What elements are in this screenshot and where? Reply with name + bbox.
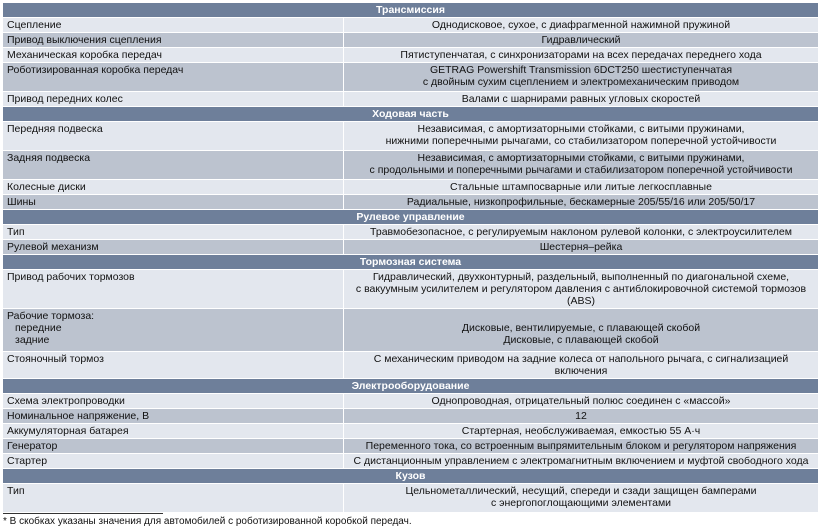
row-label: Стартер	[3, 454, 344, 468]
row-value-line: с энергопоглощающими элементами	[490, 497, 672, 509]
row-value	[344, 63, 818, 91]
table-row	[3, 48, 818, 63]
table-row	[3, 225, 818, 240]
row-value: С механическим приводом на задние колеса от напольного рычага, с сигнализацией включения	[373, 353, 789, 377]
row-label: Привод рабочих тормозов	[3, 270, 344, 308]
section-header-steering: Рулевое управление	[3, 210, 818, 225]
row-value-line: Независимая, с амортизаторными стойками, с витыми пружинами,	[417, 152, 745, 164]
row-value: Травмобезопасное, с регулируемым наклоном рулевой колонки, с электроусилителем	[370, 226, 792, 238]
section-header-electrical: Электрооборудование	[3, 379, 818, 394]
row-value-line: Дисковые, с плавающей скобой	[503, 334, 659, 346]
row-value	[344, 484, 818, 512]
row-sublabel: задние	[15, 334, 50, 346]
spec-table	[3, 3, 818, 513]
row-label	[3, 309, 344, 351]
table-row	[3, 195, 818, 210]
footnote	[3, 516, 412, 527]
row-value: Пятиступенчатая, с синхронизаторами на всех передачах переднего хода	[400, 49, 762, 61]
row-value-line: с двойным сухим сцеплением и электромеханическим приводом	[422, 76, 740, 88]
row-value-line: Независимая, с амортизаторными стойками, с витыми пружинами,	[417, 123, 745, 135]
section-header-transmission: Трансмиссия	[3, 3, 818, 18]
row-value: Шестерня–рейка	[539, 241, 623, 253]
row-value-line: Цельнометаллический, несущий, спереди и сзади защищен бамперами	[405, 485, 757, 497]
row-value: 12	[575, 410, 587, 422]
table-row	[3, 240, 818, 255]
row-label: Номинальное напряжение, В	[3, 409, 344, 423]
table-row	[3, 352, 818, 379]
footnote-rule	[3, 513, 163, 514]
table-row	[3, 270, 818, 309]
row-sublabel: передние	[15, 322, 62, 334]
row-value: Стартерная, необслуживаемая, емкостью 55 А·ч	[461, 425, 701, 437]
table-row	[3, 151, 818, 180]
table-row	[3, 18, 818, 33]
row-value-line: нижними поперечными рычагами, со стабилизатором поперечной устойчивости	[385, 135, 777, 147]
row-value-line: с вакуумным усилителем и регулятором давления с антиблокировочной системой тормозов (ABS)	[355, 283, 807, 307]
row-value: Стальные штампосварные или литые легкосплавные	[450, 181, 712, 193]
row-label: Колесные диски	[3, 180, 344, 194]
row-value	[344, 309, 818, 351]
table-row	[3, 33, 818, 48]
row-value: Гидравлический	[541, 34, 621, 46]
table-row	[3, 63, 818, 92]
row-label: Тип	[3, 225, 344, 239]
row-value: С дистанционным управлением с электромагнитным включением и муфтой свободного хода	[353, 455, 809, 467]
table-row	[3, 122, 818, 151]
row-value: Однодисковое, сухое, с диафрагменной нажимной пружиной	[431, 19, 731, 31]
row-value: Переменного тока, со встроенным выпрямительным блоком и регулятором напряжения	[365, 440, 797, 452]
row-label: Аккумуляторная батарея	[3, 424, 344, 438]
row-label: Тип	[3, 484, 344, 512]
row-value: Радиальные, низкопрофильные, бескамерные 205/55/16 или 205/50/17	[406, 196, 756, 208]
table-row	[3, 180, 818, 195]
table-row	[3, 439, 818, 454]
row-value	[344, 122, 818, 150]
section-header-chassis: Ходовая часть	[3, 107, 818, 122]
section-header-brakes: Тормозная система	[3, 255, 818, 270]
row-label: Привод передних колес	[3, 92, 344, 106]
row-value	[344, 270, 818, 308]
footnote-text: * В скобках указаны значения для автомобилей с роботизированной коробкой передач.	[3, 516, 412, 527]
row-value	[344, 151, 818, 179]
row-label: Механическая коробка передач	[3, 48, 344, 62]
row-label: Передняя подвеска	[3, 122, 344, 150]
row-value: Валами с шарнирами равных угловых скоростей	[461, 93, 701, 105]
row-label: Шины	[3, 195, 344, 209]
row-label: Привод выключения сцепления	[3, 33, 344, 47]
table-row	[3, 394, 818, 409]
row-label-line: Рабочие тормоза:	[7, 310, 95, 322]
row-label: Схема электропроводки	[3, 394, 344, 408]
row-label: Стояночный тормоз	[3, 352, 344, 378]
row-value-line: GETRAG Powershift Transmission 6DCT250 шестиступенчатая	[429, 64, 733, 76]
table-row	[3, 454, 818, 469]
row-label: Рулевой механизм	[3, 240, 344, 254]
section-header-body: Кузов	[3, 469, 818, 484]
table-row	[3, 409, 818, 424]
table-row	[3, 92, 818, 107]
table-row	[3, 309, 818, 352]
row-value-line: с продольными и поперечными рычагами и стабилизатором поперечной устойчивости	[369, 164, 793, 176]
row-label: Сцепление	[3, 18, 344, 32]
table-row	[3, 424, 818, 439]
row-value-line: Дисковые, вентилируемые, с плавающей скобой	[461, 322, 701, 334]
row-label: Генератор	[3, 439, 344, 453]
row-value-line: Гидравлический, двухконтурный, раздельный, выполненный по диагональной схеме,	[372, 271, 790, 283]
row-value: Однопроводная, отрицательный полюс соединен с «массой»	[431, 395, 731, 407]
row-label: Роботизированная коробка передач	[3, 63, 344, 91]
row-label: Задняя подвеска	[3, 151, 344, 179]
table-row	[3, 484, 818, 513]
